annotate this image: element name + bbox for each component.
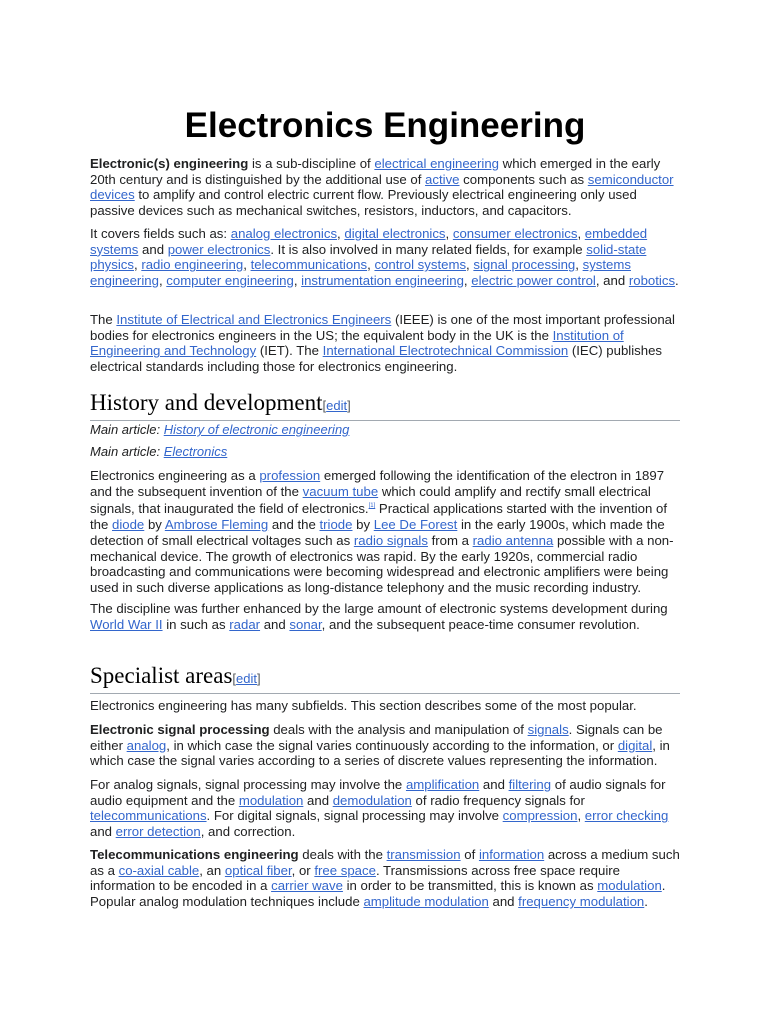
text: of audio signals for audio equipment and the [90,777,666,808]
link-ambrose-fleming[interactable]: Ambrose Fleming [164,517,269,533]
bold-term: Electronic(s) engineering [90,156,249,171]
history-paragraph-1 [90,468,680,596]
text: which could amplify and rectify small electrical signals, that inaugurated the field of electronics. [90,483,651,517]
text: of radio frequency signals for [411,792,585,808]
text: and [488,894,519,910]
text: , in which case the signal varies continuously according to the information, or [166,737,618,753]
link-history-of-electronic-engineering[interactable]: History of electronic engineering [163,422,350,437]
link-optical-fiber[interactable]: optical fiber [224,862,292,878]
section-heading-specialist-areas [90,663,680,694]
text: by [352,517,374,533]
link-analog-electronics[interactable]: analog electronics [230,226,338,241]
text: deals with the [298,847,387,862]
link-active[interactable]: active [425,171,460,187]
text: . Transmissions across free space require information to be encoded in a [90,862,621,894]
edit-section-link: [edit] [232,671,261,686]
link-vacuum-tube[interactable]: vacuum tube [302,483,379,499]
link-frequency-modulation[interactable]: frequency modulation [518,894,645,910]
link-transmission[interactable]: transmission [386,847,461,862]
specialist-intro [90,698,680,714]
text: across a medium such as a [90,847,680,878]
text: and [138,241,168,257]
link-electrical-engineering[interactable]: electrical engineering [374,156,499,171]
hatnote-label: Main article: [90,422,164,437]
link-free-space[interactable]: free space [314,862,376,878]
link-demodulation[interactable]: demodulation [332,792,412,808]
link-control-systems[interactable]: control systems [374,257,467,273]
link-consumer-electronics[interactable]: consumer electronics [452,226,578,241]
text: and [303,792,333,808]
text: possible with a non-mechanical device. The growth of electronics was rapid. By the early 1920s, commercial radio broadcasting and communications were becoming widespread and electronic amplifiers were being used in such diverse applications as long-distance telephony and the music recording industry. [90,532,674,595]
hatnote-1 [90,422,680,438]
page-title: Electronics Engineering [184,106,586,145]
link-digital-electronics[interactable]: digital electronics [344,226,446,241]
link-carrier-wave[interactable]: carrier wave [271,878,343,894]
link-telecommunications[interactable]: telecommunications [90,808,207,824]
link-analog[interactable]: analog [126,737,167,753]
text: components such as [459,171,588,187]
text: by [144,517,165,533]
link-electric-power-control[interactable]: electric power control [471,273,596,289]
link-diode[interactable]: diode [112,517,145,533]
specialist-paragraph-3 [90,847,680,910]
section-heading-history [90,390,680,421]
link-embedded-systems[interactable]: embedded systems [90,226,648,257]
text: and the [268,517,320,533]
text: to amplify and control electric current flow. Previously electrical engineering only used passive devices such as mechanical switches, resistors, inductors, and capacitors. [90,187,637,219]
hatnote-label: Main article: [90,444,164,459]
link-ieee[interactable]: Institute of Electrical and Electronics Engineers [116,312,392,327]
link-amplitude-modulation[interactable]: amplitude modulation [363,894,489,910]
link-information[interactable]: information [478,847,545,862]
link-robotics[interactable]: robotics [628,273,676,289]
link-iet[interactable]: Institution of Engineering and Technology [90,327,624,359]
text: , in which case the signal varies according to a series of discrete values representing the information. [90,737,670,769]
hatnote-2 [90,444,680,460]
intro-paragraph-1 [90,156,680,219]
text: . Signals can be either [90,722,663,753]
specialist-paragraph-2: For analog signals, signal processing may involve the amplification and filtering of audio signals for audio equipment and the modulation and demodulation of radio frequency signals for telecommunications. For digital signals, signal processing may involve compression, error checking and error detection, and correction. [90,777,669,840]
text: in the early 1900s, which made the detection of small electrical voltages such as [90,517,665,548]
bold-term: Electronic signal processing [90,722,270,737]
text: from a [427,532,473,548]
text: . Popular analog modulation techniques include [90,878,666,910]
link-world-war-ii[interactable]: World War II [90,616,163,632]
link-semiconductor-devices[interactable]: semiconductor devices [90,171,674,203]
text: which emerged in the early 20th century and is distinguished by the additional use of [90,156,661,187]
text: in such as [162,616,230,632]
link-signal-processing[interactable]: signal processing [473,257,576,273]
link-radio-engineering[interactable]: radio engineering [141,257,244,273]
link-power-electronics[interactable]: power electronics [167,241,271,257]
intro-paragraph-2: It covers fields such as: analog electronics, digital electronics, consumer electronics, embedded systems and power electronics. It is also involved in many related fields, for example solid-state physics, radio engineering, telecommunications, control systems, signal processing, systems engineering, computer engineering, instrumentation engineering, electric power control, and robotics. [90,226,679,289]
link-radar[interactable]: radar [229,616,261,632]
text: , and correction. [200,824,296,840]
text: The [90,312,117,327]
link-co-axial-cable[interactable]: co-axial cable [118,862,200,878]
text: deals with the analysis and manipulation of [269,722,528,737]
bold-term: Telecommunications engineering [90,847,299,862]
edit-link[interactable]: edit [326,398,348,413]
link-modulation[interactable]: modulation [597,878,662,894]
link-compression[interactable]: compression [502,808,578,824]
link-solid-state-physics[interactable]: solid-state physics [90,241,647,273]
text: and [260,616,290,632]
link-instrumentation-engineering[interactable]: instrumentation engineering [301,273,464,289]
section-specialist [90,663,680,694]
text: , an [199,862,225,878]
link-error-checking[interactable]: error checking [584,808,669,824]
text: and [90,824,116,840]
link-filtering[interactable]: filtering [508,777,552,792]
text: . [644,894,648,910]
text: is a sub-discipline of [248,156,375,171]
link-electronics[interactable]: Electronics [163,444,228,459]
paragraph-text: Electronics engineering has many subfields. This section describes some of the most popular. [90,698,637,713]
text: . For digital signals, signal processing may involve [206,808,503,824]
edit-link[interactable]: edit [236,671,258,686]
section-history [90,390,680,421]
text: , and the subsequent peace-time consumer revolution. [321,616,640,632]
link-profession[interactable]: profession [259,468,321,483]
heading-text: History and development [90,390,323,415]
link-telecommunications[interactable]: telecommunications [250,257,368,273]
link-iec[interactable]: International Electrotechnical Commission [322,343,569,359]
link-lee-de-forest[interactable]: Lee De Forest [373,517,458,533]
link-radio-antenna[interactable]: radio antenna [472,532,554,548]
text: (IEEE) is one of the most important professional bodies for electronics engineers in the US; the equivalent body in the UK is the [90,312,675,343]
text: , or [291,862,315,878]
text: in order to be transmitted, this is known as [342,878,598,894]
link-modulation[interactable]: modulation [238,792,304,808]
text: For analog signals, signal processing may involve the [90,777,406,792]
text: . It is also involved in many related fields, for example [270,241,587,257]
link-sonar[interactable]: sonar [289,616,322,632]
text: The discipline was further enhanced by the large amount of electronic systems development during [90,601,668,616]
link-systems-engineering[interactable]: systems engineering [90,257,631,289]
specialist-paragraph-1 [90,722,680,769]
text: . [675,273,679,289]
link-triode[interactable]: triode [319,517,353,533]
link-error-detection[interactable]: error detection [115,824,201,840]
link-computer-engineering[interactable]: computer engineering [166,273,294,289]
history-paragraph-2 [90,601,680,632]
text: , and [595,273,629,289]
citation-link[interactable]: [1] [368,503,376,510]
text: (IET). The [256,343,323,359]
text: Practical applications started with the invention of the [90,501,667,533]
link-radio-signals[interactable]: radio signals [353,532,428,548]
text: and [479,777,509,792]
text: It covers fields such as: [90,226,231,241]
text: Electronics engineering as a [90,468,260,483]
text: (IEC) publishes electrical standards including those for electronics engineering. [90,343,663,375]
link-signals[interactable]: signals [527,722,569,737]
link-amplification[interactable]: amplification [405,777,480,792]
text: emerged following the identification of the electron in 1897 and the subsequent invention of the [90,468,665,499]
intro-paragraph-3 [90,312,680,375]
text: of [460,847,479,862]
edit-section-link: [edit] [322,398,351,413]
link-digital[interactable]: digital [617,737,653,753]
heading-text: Specialist areas [90,663,233,688]
